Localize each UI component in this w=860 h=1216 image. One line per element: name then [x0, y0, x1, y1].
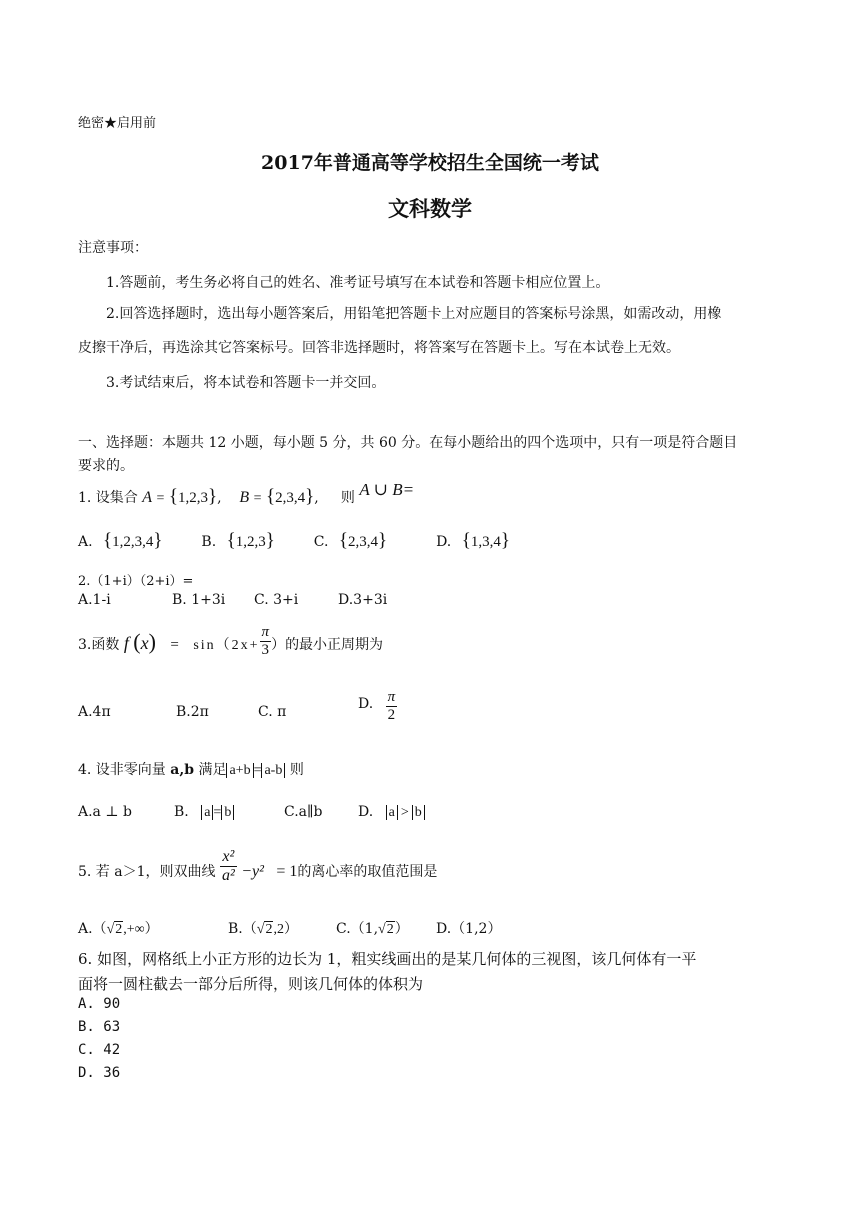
option-5a: A.（√2,+∞）	[78, 921, 159, 937]
notice-heading: 注意事项：	[78, 240, 148, 256]
question-6-line-1: 6. 如图，网格纸上小正方形的边长为 1，粗实线画出的是某几何体的三视图，该几何体有一平	[78, 950, 697, 968]
option-2c: C. 3+i	[254, 592, 299, 608]
option-5b: B.（√2,2）	[228, 921, 298, 937]
question-5-stem: 5. 若 a＞1，则双曲线 $\frac{\text{x²}}{\text{a²}}$ −y² = 1的离心率的取值范围是	[78, 848, 438, 884]
option-4a: A.a ⊥ b	[78, 804, 132, 820]
option-6b: B. 63	[78, 1019, 121, 1035]
notice-item-2-line-1: 2.回答选择题时，选出每小题答案后，用铅笔把答题卡上对应题目的答案标号涂黑，如需改动，用橡	[106, 306, 722, 322]
notice-item-1: 1.答题前，考生务必将自己的姓名、准考证号填写在本试卷和答题卡相应位置上。	[106, 275, 610, 291]
exam-subtitle: 文科数学	[388, 196, 472, 221]
confidential-mark: 绝密★启用前	[78, 116, 157, 131]
option-4d: D. a > b	[358, 804, 425, 821]
option-6a: A. 90	[78, 996, 121, 1012]
question-6-line-2: 面将一圆柱截去一部分后所得，则该几何体的体积为	[78, 975, 424, 993]
question-2-stem: 2.（1+i）（2+i）=	[78, 574, 194, 589]
option-3c: C. π	[258, 704, 287, 720]
option-4b: B. a = b	[174, 804, 234, 821]
section-heading-line-1: 一、选择题：本题共 12 小题，每小题 5 分，共 60 分。在每小题给出的四个选项中，只有一项是符合题目	[78, 435, 738, 451]
question-1-options: A. {1,2,3,4} B. {1,2,3} C. {2,3,4} D. {1,3,4}	[78, 530, 510, 551]
option-3b: B.2π	[176, 704, 209, 720]
set-a: 1,2,3	[177, 490, 208, 506]
notice-item-2-line-2: 皮擦干净后，再选涂其它答案标号。回答非选择题时，将答案写在答题卡上。写在本试卷上无效。	[78, 340, 680, 356]
notice-item-3: 3.考试结束后，将本试卷和答题卡一并交回。	[106, 375, 386, 391]
exam-title: 2017年普通高等学校招生全国统一考试	[261, 152, 599, 174]
option-1a-set: 1,2,3,4	[112, 534, 154, 550]
question-3-stem: 3.函数 f (x) = sin（2x+ $\frac{\pi}{3}$ ）的最小正周期为	[78, 624, 384, 658]
option-1d-set: 1,3,4	[470, 534, 501, 550]
option-3d: D. $\frac{\pi}{2}$	[358, 689, 396, 723]
option-4c: C.a∥b	[284, 804, 323, 820]
option-6d: D. 36	[78, 1065, 121, 1081]
question-1-stem: 1. 设集合 A = {1,2,3}, B = {2,3,4}, 则 A ∪ B=	[78, 480, 415, 507]
union-expression: A ∪ B=	[359, 480, 415, 499]
question-4-stem: 4. 设非零向量 a,b 满足 a+b = a-b 则	[78, 762, 304, 778]
option-2a: A.1-i	[78, 592, 111, 608]
option-1c-set: 2,3,4	[348, 534, 379, 550]
option-6c: C. 42	[78, 1042, 121, 1058]
section-heading-line-2: 要求的。	[78, 458, 134, 474]
option-1b-set: 1,2,3	[235, 534, 266, 550]
option-5d: D.（1,2）	[436, 921, 502, 937]
option-3a: A.4π	[78, 704, 111, 720]
option-2d: D.3+3i	[338, 592, 388, 608]
option-2b: B. 1+3i	[172, 592, 226, 608]
option-5c: C.（1,√2）	[336, 921, 409, 937]
set-b: 2,3,4	[275, 490, 306, 506]
